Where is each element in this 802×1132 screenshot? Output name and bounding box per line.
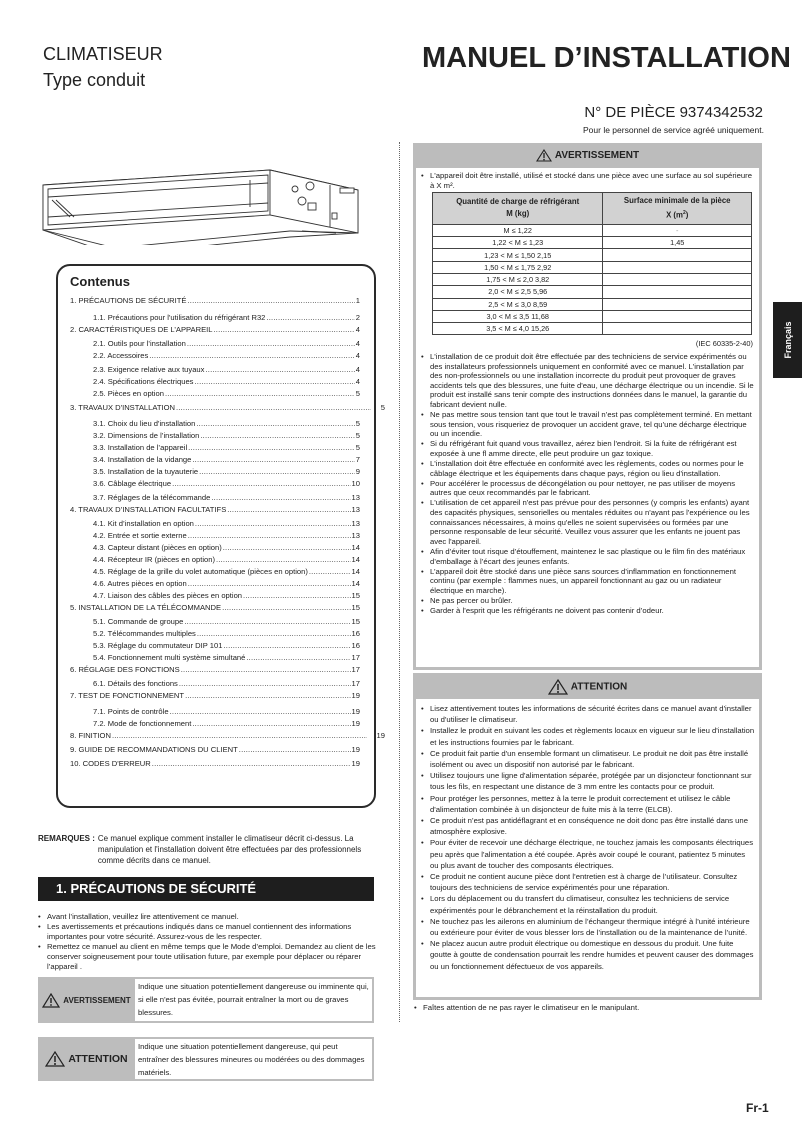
toc-leader-dots xyxy=(170,707,351,716)
bullet-item: • Ce produit n’est pas antidéflagrant et en conséquence ne doit donc pas être installé dans une atmosphère explosive. xyxy=(421,815,755,837)
toc-entry-page: 15 xyxy=(351,603,360,612)
toc-entry-label: 6. RÉGLAGE DES FONCTIONS xyxy=(70,665,180,674)
warning-box-body xyxy=(416,168,759,667)
toc-entry-page: 19 xyxy=(351,707,360,716)
toc-entry[interactable] xyxy=(93,467,360,476)
table-cell: 1,75 < M ≤ 2,0 3,82 xyxy=(433,273,603,285)
bullet-item: • Lors du déplacement ou du transfert du climatiseur, consultez les techniciens de service expérimentés pour le débranchement et la réinstallation du produit. xyxy=(421,893,755,915)
toc-entry-label: 1.1. Précautions pour l'utilisation du réfrigérant R32 xyxy=(93,313,266,322)
toc-entry[interactable] xyxy=(70,325,360,334)
bullet-item: • Ne pas mettre sous tension tant que tout le travail n’est pas complètement terminé. En mettant sous tension, vous risqueriez de provoquer un accident grave, tel qu’une décharge électrique ou un incendie. xyxy=(421,410,755,439)
toc-entry-label: 4. TRAVAUX D’INSTALLATION FACULTATIFS xyxy=(70,505,227,514)
toc-entry-label: 9. GUIDE DE RECOMMANDATIONS DU CLIENT xyxy=(70,745,238,754)
toc-entry-label: 7.1. Points de contrôle xyxy=(93,707,169,716)
toc-entry-label: 4.2. Entrée et sortie externe xyxy=(93,531,187,540)
warning-box-header xyxy=(413,143,762,168)
toc-entry-label: 2.3. Exigence relative aux tuyaux xyxy=(93,365,205,374)
toc-entry[interactable] xyxy=(93,555,360,564)
toc-leader-dots xyxy=(181,665,351,674)
legend-attention-key xyxy=(38,1037,135,1081)
table-row xyxy=(433,224,752,236)
toc-entry-label: 2.5. Pièces en option xyxy=(93,389,164,398)
toc-entry[interactable] xyxy=(93,443,360,452)
toc-leader-dots xyxy=(152,759,351,768)
toc-leader-dots xyxy=(187,339,355,348)
toc-entry[interactable] xyxy=(93,351,360,360)
toc-leader-dots xyxy=(112,731,367,740)
table-row xyxy=(433,273,752,285)
toc-entry-page: 15 xyxy=(351,617,360,626)
toc-entry-label: 5.4. Fonctionnement multi système simultané xyxy=(93,653,246,662)
toc-entry[interactable] xyxy=(70,403,385,412)
table-cell: M ≤ 1,22 xyxy=(433,224,603,236)
warning-triangle-icon xyxy=(42,993,60,1008)
toc-leader-dots xyxy=(214,325,355,334)
table-row xyxy=(433,237,752,249)
bullet-item: • L'utilisation de cet appareil n'est pas prévue pour des personnes (y compris les enfants) ayant des capacités physiques, sensorielles ou mentales réduites ou n'ayant pas l'expérience ou les connaissances nécessaires, à moins qu'elles ne soient supervisées ou formées par une personne responsable de leur sécurité. Veuillez vous assurer que les enfants ne jouent pas avec l'appareil. xyxy=(421,498,755,546)
toc-entry-label: 7. TEST DE FONCTIONNEMENT xyxy=(70,691,185,700)
toc-entry-label: 5.3. Réglage du commutateur DIP 101 xyxy=(93,641,223,650)
toc-entry-label: 2. CARACTÉRISTIQUES DE L’APPAREIL xyxy=(70,325,213,334)
toc-entry-page: 13 xyxy=(351,519,360,528)
table-cell xyxy=(603,323,752,335)
bullet-item: • Pour éviter de recevoir une décharge électrique, ne touchez jamais les composants électriques peu après que l'alimentation a été coupée. Après avoir coupé le courant, patientez 5 minutes ou plus avant de toucher des composants électriques. xyxy=(421,837,755,871)
intro-bullet: • Avant l’installation, veuillez lire attentivement ce manuel. xyxy=(38,912,378,922)
remarks-text: Ce manuel explique comment installer le climatiseur décrit ci-dessus. La manipulation et l'installation doivent être effectuées par des professionnels comme décrits dans ce manuel. xyxy=(97,834,362,865)
table-header: Surface minimale de la pièce X $(m^2)$ xyxy=(603,193,752,225)
toc-entry-page: 5 xyxy=(355,389,360,398)
bullet-item: • Ne touchez pas les ailerons en aluminium de l’échangeur thermique intégré à l’unité intérieure ou extérieure pour éviter de vous blesser lors de l’installation ou de la maintenance de l’unité. xyxy=(421,916,755,938)
toc-entry[interactable] xyxy=(93,455,360,464)
table-cell xyxy=(603,261,752,273)
product-category: CLIMATISEUR xyxy=(43,44,163,64)
bullet-item: • Afin d’éviter tout risque d’étouffement, maintenez le sac plastique ou le film fin des matériaux d’emballage à l’écart des jeunes enfants. xyxy=(421,547,755,566)
toc-entry-page: 4 xyxy=(355,351,360,360)
page-number: Fr-1 xyxy=(746,1101,769,1115)
table-cell: 1,22 < M ≤ 1,23 xyxy=(433,237,603,249)
toc-leader-dots xyxy=(243,591,351,600)
toc-entry[interactable] xyxy=(70,665,360,674)
toc-entry[interactable] xyxy=(93,313,360,322)
table-cell: 2,5 < M ≤ 3,0 8,59 xyxy=(433,298,603,310)
legend-warning-label: AVERTISSEMENT xyxy=(63,995,131,1005)
table-cell: 2,0 < M ≤ 2,5 5,96 xyxy=(433,286,603,298)
toc-entry-page: 19 xyxy=(351,691,360,700)
toc-entry-label: 2.4. Spécifications électriques xyxy=(93,377,194,386)
audience-note: Pour le personnel de service agréé uniquement. xyxy=(583,125,764,135)
toc-leader-dots xyxy=(227,505,350,514)
toc-leader-dots xyxy=(216,555,351,564)
toc-entry-page: 13 xyxy=(351,493,360,502)
document-title: MANUEL D’INSTALLATION xyxy=(422,42,791,74)
warning-box xyxy=(413,143,762,670)
toc-entry[interactable] xyxy=(93,339,360,348)
table-row xyxy=(433,261,752,273)
toc-entry-label: 3.7. Réglages de la télécommande xyxy=(93,493,211,502)
toc-leader-dots xyxy=(188,531,351,540)
attention-box-body xyxy=(416,699,759,997)
toc-entry[interactable] xyxy=(93,431,360,440)
toc-entry-page: 4 xyxy=(355,377,360,386)
toc-leader-dots xyxy=(176,403,371,412)
toc-entry[interactable] xyxy=(70,691,360,700)
toc-entry-page: 2 xyxy=(355,313,360,322)
toc-leader-dots xyxy=(179,679,351,688)
table-cell xyxy=(603,310,752,322)
legend-attention xyxy=(38,1037,374,1081)
toc-entry-page: 19 xyxy=(376,731,385,740)
legend-warning xyxy=(38,977,374,1023)
toc-entry-label: 2.2. Accessoires xyxy=(93,351,149,360)
toc-entry-label: 4.6. Autres pièces en option xyxy=(93,579,187,588)
toc-entry-page: 15 xyxy=(351,591,360,600)
toc-leader-dots xyxy=(185,691,350,700)
remarks-label: REMARQUES : xyxy=(38,834,95,843)
table-row xyxy=(433,249,752,261)
toc-entry-label: 3.2. Dimensions de l’installation xyxy=(93,431,200,440)
standard-note: (IEC 60335-2-40) xyxy=(695,339,753,349)
toc-entry-label: 3.4. Installation de la vidange xyxy=(93,455,192,464)
toc-entry-page: 14 xyxy=(351,555,360,564)
bullet-item: • Pour protéger les personnes, mettez à la terre le produit correctement et utilisez le câble d'alimentation combinée à un disjoncteur de fuite mis à la terre (ELCB). xyxy=(421,793,755,815)
toc-entry-label: 4.5. Réglage de la grille du volet automatique (pièces en option) xyxy=(93,567,308,576)
warning-box-title: AVERTISSEMENT xyxy=(554,150,640,162)
table-cell xyxy=(603,298,752,310)
toc-leader-dots xyxy=(222,603,350,612)
toc-leader-dots xyxy=(223,543,351,552)
product-type: Type conduit xyxy=(43,70,146,90)
toc-leader-dots xyxy=(149,351,354,360)
toc-entry-page: 9 xyxy=(355,467,360,476)
toc-leader-dots xyxy=(200,431,354,440)
warning-triangle-icon xyxy=(45,1051,65,1067)
table-cell xyxy=(603,273,752,285)
toc-leader-dots xyxy=(211,493,350,502)
toc-entry-page: 16 xyxy=(351,641,360,650)
toc-leader-dots xyxy=(199,467,355,476)
toc-entry-label: 3.5. Installation de la tuyauterie xyxy=(93,467,199,476)
toc-leader-dots xyxy=(195,519,351,528)
bullet-item: • Si du réfrigérant fuit quand vous travaillez, aérez bien l'endroit. Si la fuite de réfrigérant est exposée à une fl amme directe, elle peut produire un gaz toxique. xyxy=(421,439,755,458)
handling-note: • Faîtes attention de ne pas rayer le climatiseur en le manipulant. xyxy=(414,1003,764,1012)
toc-leader-dots xyxy=(184,617,350,626)
toc-entry-page: 4 xyxy=(355,339,360,348)
bullet-item: • Ne placez aucun autre produit électrique ou domestique en dessous du produit. Une fuite goutte à goutte de condensation pourrait les rendre humides et peuvent causer des dommages ou un fonctionnement défectueux de vos appareils. xyxy=(421,938,755,972)
table-row xyxy=(433,310,752,322)
table-cell: 1,45 xyxy=(603,237,752,249)
toc-entry-label: 2.1. Outils pour l’installation xyxy=(93,339,186,348)
refrigerant-table xyxy=(432,192,752,335)
toc-leader-dots xyxy=(246,653,350,662)
toc-entry[interactable] xyxy=(93,579,360,588)
table-cell xyxy=(603,286,752,298)
table-cell: 1,50 < M ≤ 1,75 2,92 xyxy=(433,261,603,273)
toc-entry[interactable] xyxy=(93,679,360,688)
bullet-item: • Ce produit fait partie d'un ensemble formant un climatiseur. Le produit ne doit pas être installé isolément ou avec un dispositif non autorisé par le fabricant. xyxy=(421,748,755,770)
toc-entry-label: 8. FINITION xyxy=(70,731,111,740)
toc-entry[interactable] xyxy=(70,296,360,305)
toc-entry-page: 16 xyxy=(351,629,360,638)
toc-entry[interactable] xyxy=(70,745,360,754)
toc-entry[interactable] xyxy=(93,377,360,386)
toc-entry-label: 3.6. Câblage électrique xyxy=(93,479,172,488)
toc-entry-page: 7 xyxy=(355,455,360,464)
bullet-item: • Garder à l’esprit que les réfrigérants ne doivent pas contenir d’odeur. xyxy=(421,606,755,616)
toc-leader-dots xyxy=(266,313,354,322)
toc-entry[interactable] xyxy=(93,419,360,428)
toc-entry-page: 17 xyxy=(351,665,360,674)
toc-title: Contenus xyxy=(70,274,130,289)
bullet-item: • Lisez attentivement toutes les informations de sécurité écrites dans ce manuel avant d'installer ou d'utiliser le climatiseur. xyxy=(421,703,755,725)
bullet-item: • Utilisez toujours une ligne d'alimentation séparée, protégée par un disjoncteur fonctionnant sur tous les fils, en respectant une distance de 3 mm entre les contacts pour ce produit. xyxy=(421,770,755,792)
toc-leader-dots xyxy=(197,629,351,638)
toc-leader-dots xyxy=(187,296,354,305)
toc-leader-dots xyxy=(309,567,351,576)
toc-entry[interactable] xyxy=(70,603,360,612)
intro-bullet: • Remettez ce manuel au client en même temps que le Mode d’emploi. Demandez au client de les conserver soigneusement pour toute utilisation future, par exemple pour déplacer ou réparer l’appareil . xyxy=(38,942,378,972)
toc-entry[interactable] xyxy=(93,653,360,662)
toc-leader-dots xyxy=(172,479,350,488)
table-row xyxy=(433,298,752,310)
toc-entry[interactable] xyxy=(93,531,360,540)
table-cell: 3,0 < M ≤ 3,5 11,68 xyxy=(433,310,603,322)
toc-entry[interactable] xyxy=(93,719,360,728)
table-of-contents xyxy=(56,264,385,808)
table-cell: 1,23 < M ≤ 1,50 2,15 xyxy=(433,249,603,261)
table-header: Quantité de charge de réfrigérant M (kg) xyxy=(433,193,603,225)
toc-entry[interactable] xyxy=(93,707,360,716)
part-number: N° DE PIÈCE 9374342532 xyxy=(584,104,763,121)
toc-entry-page: 4 xyxy=(355,365,360,374)
legend-attention-text: Indique une situation potentiellement dangereuse, qui peut entraîner des blessures mineures ou modérées ou des dommages matériels. xyxy=(135,1039,372,1079)
bullet-item: • Ce produit ne contient aucune pièce dont l’entretien est à charge de l’utilisateur. Consultez toujours des techniciens de service expérimentés pour une réparation. xyxy=(421,871,755,893)
ducted-unit-illustration xyxy=(40,145,360,245)
toc-entry-page: 19 xyxy=(351,719,360,728)
toc-leader-dots xyxy=(188,579,351,588)
warning-triangle-icon xyxy=(548,679,568,695)
table-cell: 3,5 < M ≤ 4,0 15,26 xyxy=(433,323,603,335)
table-row xyxy=(433,286,752,298)
attention-box-title: ATTENTION xyxy=(570,681,628,693)
toc-entry[interactable] xyxy=(93,543,360,552)
toc-entry-page: 19 xyxy=(351,759,360,768)
toc-leader-dots xyxy=(205,365,354,374)
toc-entry-page: 14 xyxy=(351,579,360,588)
remarks xyxy=(38,833,388,866)
toc-entry-page: 17 xyxy=(351,679,360,688)
toc-entry-label: 4.4. Récepteur IR (pièces en option) xyxy=(93,555,215,564)
toc-entry-label: 3.1. Choix du lieu d'installation xyxy=(93,419,196,428)
bullet-item: • Ne pas percer ou brûler. xyxy=(421,596,755,606)
toc-entry-label: 5. INSTALLATION DE LA TÉLÉCOMMANDE xyxy=(70,603,222,612)
toc-entry-label: 4.3. Capteur distant (pièces en option) xyxy=(93,543,222,552)
toc-entry-label: 10. CODES D'ERREUR xyxy=(70,759,151,768)
toc-entry[interactable] xyxy=(70,759,360,768)
toc-entry-label: 4.7. Liaison des câbles des pièces en option xyxy=(93,591,243,600)
bullet-item: • Pour accélérer le processus de décongélation ou pour nettoyer, ne pas utiliser de moyens autres que ceux recommandés par le fabricant. xyxy=(421,479,755,498)
column-divider xyxy=(399,142,400,1022)
toc-entry-page: 5 xyxy=(355,431,360,440)
toc-entry[interactable] xyxy=(93,617,360,626)
toc-leader-dots xyxy=(223,641,350,650)
toc-leader-dots xyxy=(188,443,355,452)
toc-entry[interactable] xyxy=(70,731,385,740)
toc-entry-label: 3.3. Installation de l’appareil xyxy=(93,443,188,452)
toc-entry-page: 5 xyxy=(355,443,360,452)
toc-entry[interactable] xyxy=(93,389,360,398)
toc-entry-label: 6.1. Détails des fonctions xyxy=(93,679,178,688)
toc-entry[interactable] xyxy=(93,365,360,374)
toc-entry-label: 1. PRÉCAUTIONS DE SÉCURITÉ xyxy=(70,296,187,305)
toc-entry-page: 17 xyxy=(351,653,360,662)
legend-attention-label: ATTENTION xyxy=(68,1053,128,1065)
toc-entry-label: 4.1. Kit d’installation en option xyxy=(93,519,194,528)
toc-leader-dots xyxy=(196,419,354,428)
toc-entry-page: 19 xyxy=(351,745,360,754)
toc-entry-page: 1 xyxy=(355,296,360,305)
toc-leader-dots xyxy=(239,745,351,754)
toc-entry-label: 5.1. Commande de groupe xyxy=(93,617,184,626)
toc-entry-page: 5 xyxy=(380,403,385,412)
toc-entry[interactable] xyxy=(93,629,360,638)
toc-leader-dots xyxy=(192,719,350,728)
toc-entry-label: 3. TRAVAUX D'INSTALLATION xyxy=(70,403,175,412)
attention-box xyxy=(413,673,762,1000)
toc-entry-page: 14 xyxy=(351,567,360,576)
toc-entry[interactable] xyxy=(93,641,360,650)
section-heading: 1. PRÉCAUTIONS DE SÉCURITÉ xyxy=(38,877,374,901)
bullet-item: • L'installation de ce produit doit être effectuée par des techniciens de service expérimentés ou des installateurs professionnels uniquement en conformité avec ce manuel. L'installation par des non-professionnels ou une installation incorrecte du produit peut provoquer de graves accidents tels que des blessures, une fuite d'eau, une décharge électrique ou un incendie. Si le produit est installé sans tenir compte des instructions données dans le manuel, la garantie du fabricant devient nulle. xyxy=(421,352,755,410)
bullet-item: • L’appareil doit être stocké dans une pièce sans sources d’inflammation en fonctionnement continu (par exemple : flammes nues, un appareil fonctionnant au gaz ou un radiateur électrique en marche). xyxy=(421,567,755,596)
toc-entry-page: 13 xyxy=(351,531,360,540)
toc-entry[interactable] xyxy=(70,505,360,514)
language-label: Français xyxy=(782,321,793,359)
toc-leader-dots xyxy=(165,389,355,398)
language-tab xyxy=(773,302,802,378)
toc-entry-page: 4 xyxy=(355,325,360,334)
toc-entry[interactable] xyxy=(93,493,360,502)
bullet-item: • Installez le produit en suivant les codes et règlements locaux en vigueur sur le lieu d'installation et les instructions fournies par le fabricant. xyxy=(421,725,755,747)
toc-entry-label: 5.2. Télécommandes multiples xyxy=(93,629,196,638)
warning-intro: • L'appareil doit être installé, utilisé et stocké dans une pièce avec une surface au sol supérieure à X m². xyxy=(421,171,755,190)
toc-entry[interactable] xyxy=(93,567,360,576)
toc-entry[interactable] xyxy=(93,519,360,528)
table-cell: - xyxy=(603,224,752,236)
toc-leader-dots xyxy=(192,455,354,464)
section-intro-list xyxy=(38,912,378,972)
attention-box-header xyxy=(413,673,762,698)
toc-leader-dots xyxy=(194,377,354,386)
intro-bullet: • Les avertissements et précautions indiqués dans ce manuel contiennent des informations importantes pour votre sécurité. Assurez-vous de les respecter. xyxy=(38,922,378,942)
toc-entry[interactable] xyxy=(93,479,360,488)
legend-warning-text: Indique une situation potentiellement dangereuse ou imminente qui, si elle n'est pas évitée, pourrait entraîner la mort ou de graves blessures. xyxy=(135,979,372,1021)
bullet-item: • L'installation doit être effectuée en conformité avec les règlements, codes ou normes pour le câblage électrique et les équipements dans chaque pays, région ou lieu d'installation. xyxy=(421,459,755,478)
toc-entry-page: 13 xyxy=(351,505,360,514)
toc-entry-page: 10 xyxy=(351,479,360,488)
toc-entry[interactable] xyxy=(93,591,360,600)
toc-entry-label: 7.2. Mode de fonctionnement xyxy=(93,719,192,728)
warning-triangle-icon xyxy=(536,149,552,162)
legend-warning-key xyxy=(38,977,135,1023)
table-cell xyxy=(603,249,752,261)
table-row xyxy=(433,323,752,335)
toc-entry-page: 5 xyxy=(355,419,360,428)
toc-entry-page: 14 xyxy=(351,543,360,552)
